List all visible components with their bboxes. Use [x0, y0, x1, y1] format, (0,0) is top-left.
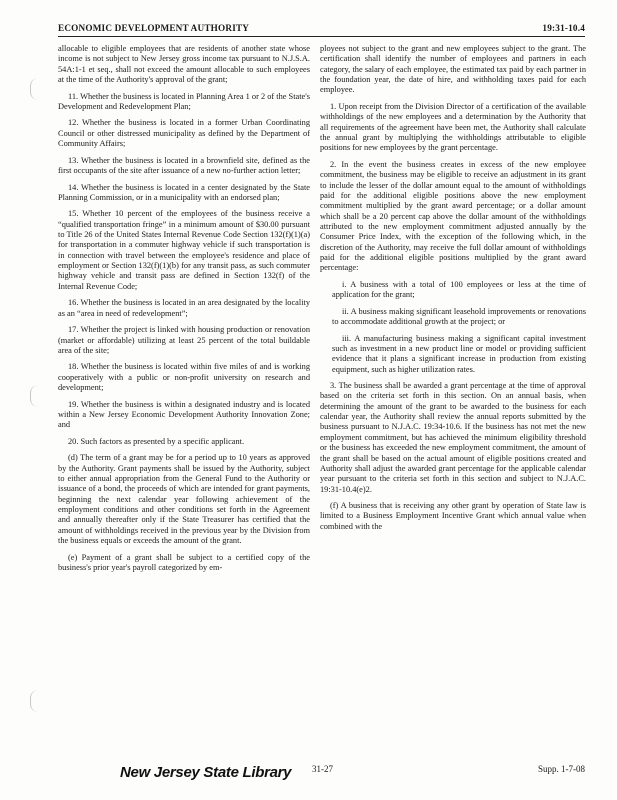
running-header — [58, 22, 585, 37]
paragraph: 3. The business shall be awarded a grant percentage at the time of approval based on the criteria set forth in this section. On an annual basis, when determining the amount of the grant to be awarded to the business for each calendar year, the Authority shall review the annual reports submitted by the business pursuant to N.J.A.C. 19:34-10.6. If the business has not met the new employment commitment, but has achieved the minimum eligibility threshold or the business has exceeded the new employment commitment, the amount of the grant shall be based on the actual amount of eligible positions created and Authority shall adjust the awarded grant percentage for the applicable calendar year pursuant to the criteria set forth in this section and subject to N.J.A.C. 19:31-10.4(e)2. — [320, 381, 586, 494]
margin-punch-mark — [30, 690, 41, 712]
paragraph: allocable to eligible employees that are residents of another state whose income is not subject to New Jersey gross income tax pursuant to N.J.S.A. 54A:1-1 et seq., shall not exceed the amount allocable to such employees at the time of the Authority's approval of the grant; — [58, 44, 310, 85]
paragraph: iii. A manufacturing business making a significant capital investment such as investment in a new product line or model or providing sufficient evidence that it plans a significant increase in production from existing equipment, such as higher utilization rates. — [332, 333, 586, 374]
header-section-number: 19:31-10.4 — [542, 23, 585, 33]
paragraph: 12. Whether the business is located in a former Urban Coordinating Council or other distressed municipality as defined by the Department of Community Affairs; — [58, 118, 310, 149]
paragraph: (f) A business that is receiving any other grant by operation of State law is limited to a Business Employment Incentive Grant which annual value when combined with the — [320, 501, 586, 531]
supplement-date: Supp. 1-7-08 — [538, 764, 585, 774]
paragraph: ii. A business making significant leasehold improvements or renovations to accommodate additional growth at the project; or — [332, 306, 586, 326]
page-number: 31-27 — [312, 764, 333, 774]
paragraph: 11. Whether the business is located in Planning Area 1 or 2 of the State's Development and Redevelopment Plan; — [58, 91, 310, 111]
library-logo: New Jersey State Library — [120, 764, 292, 781]
paragraph: i. A business with a total of 100 employees or less at the time of application for the grant; — [332, 279, 586, 300]
paragraph: 18. Whether the business is located within five miles of and is working cooperatively with a public or non-profit university on research and development; — [58, 362, 310, 393]
paragraph: ployees not subject to the grant and new employees subject to the grant. The certification shall identify the number of employees and partners in each category, the salary of each employee, the estimated tax paid by each partner in the foundation year, the date of hire, and withholding taxes paid for each employee. — [320, 44, 586, 95]
paragraph: 15. Whether 10 percent of the employees of the business receive a “qualified transportation fringe” in a minimum amount of $30.00 pursuant to Title 26 of the United States Internal Revenue Code Section 132(f)(1)(a) for transportation in a commuter highway vehicle if such transportation is in connection with travel between the employee's residence and place of employment or Section 132(f)(1)(b) for any transit pass, as such commuter highway vehicle and transit pass are defined in Section 132(f) of the Internal Revenue Code; — [58, 209, 310, 291]
paragraph: 16. Whether the business is located in an area designated by the locality as an “area in need of redevelopment”; — [58, 298, 310, 318]
left-text-column — [58, 44, 310, 580]
margin-punch-mark — [30, 78, 41, 100]
header-title: ECONOMIC DEVELOPMENT AUTHORITY — [58, 23, 250, 33]
paragraph: 14. Whether the business is located in a center designated by the State Planning Commission, or in a municipality with an endorsed plan; — [58, 182, 310, 202]
paragraph: (d) The term of a grant may be for a period up to 10 years as approved by the Authority. Grant payments shall be issued by the Authority, subject to either annual appropriation from the General Fund to the Authority or issuance of a bond, the proceeds of which are intended for grant payments, beginning the next calendar year following achievement of the employment conditions and other conditions set forth in the Agreement and annually thereafter only if the State Treasurer has certified that the amount of withholdings received in the previous year by the Division from the business equals or exceeds the amount of the grant. — [58, 453, 310, 546]
paragraph: 17. Whether the project is linked with housing production or renovation (market or affordable) utilizing at least 25 percent of the total buildable area of the site; — [58, 325, 310, 355]
paragraph: 13. Whether the business is located in a brownfield site, defined as the first occupants of the site after issuance of a new no-further action letter; — [58, 155, 310, 175]
right-text-column — [320, 44, 586, 538]
paragraph: 20. Such factors as presented by a specific applicant. — [68, 436, 245, 446]
paragraph: 1. Upon receipt from the Division Director of a certification of the available withholdings of the new employees and a determination by the Authority that all requirements of the agreement have been met, the Authority shall calculate the annual grant by multiplying the withholdings attributable to eligible positions for new employees by the grant percentage. — [320, 101, 586, 153]
paragraph: 19. Whether the business is within a designated industry and is located within a New Jersey Economic Development Authority Innovation Zone; and — [58, 399, 310, 430]
page-footer — [58, 760, 585, 782]
paragraph: 2. In the event the business creates in excess of the new employee commitment, the business may be eligible to receive an adjustment in its grant to include the lesser of the dollar amount equal to the amount of withholdings paid for the additional eligible positions above the new employment commitment multiplied by the grant award percentage; or a dollar amount which shall be a 20 percent cap above the dollar amount of the withholdings attributed to the new employment commitment adjusted annually by the Consumer Price Index, with the exception of the following which, in the discretion of the Authority, may receive the full dollar amount of withholdings paid for the additional eligible positions multiplied by the grant award percentage: — [320, 159, 586, 273]
margin-punch-mark — [30, 385, 41, 407]
paragraph: (e) Payment of a grant shall be subject to a certified copy of the business's prior year's payroll categorized by em- — [58, 552, 310, 573]
